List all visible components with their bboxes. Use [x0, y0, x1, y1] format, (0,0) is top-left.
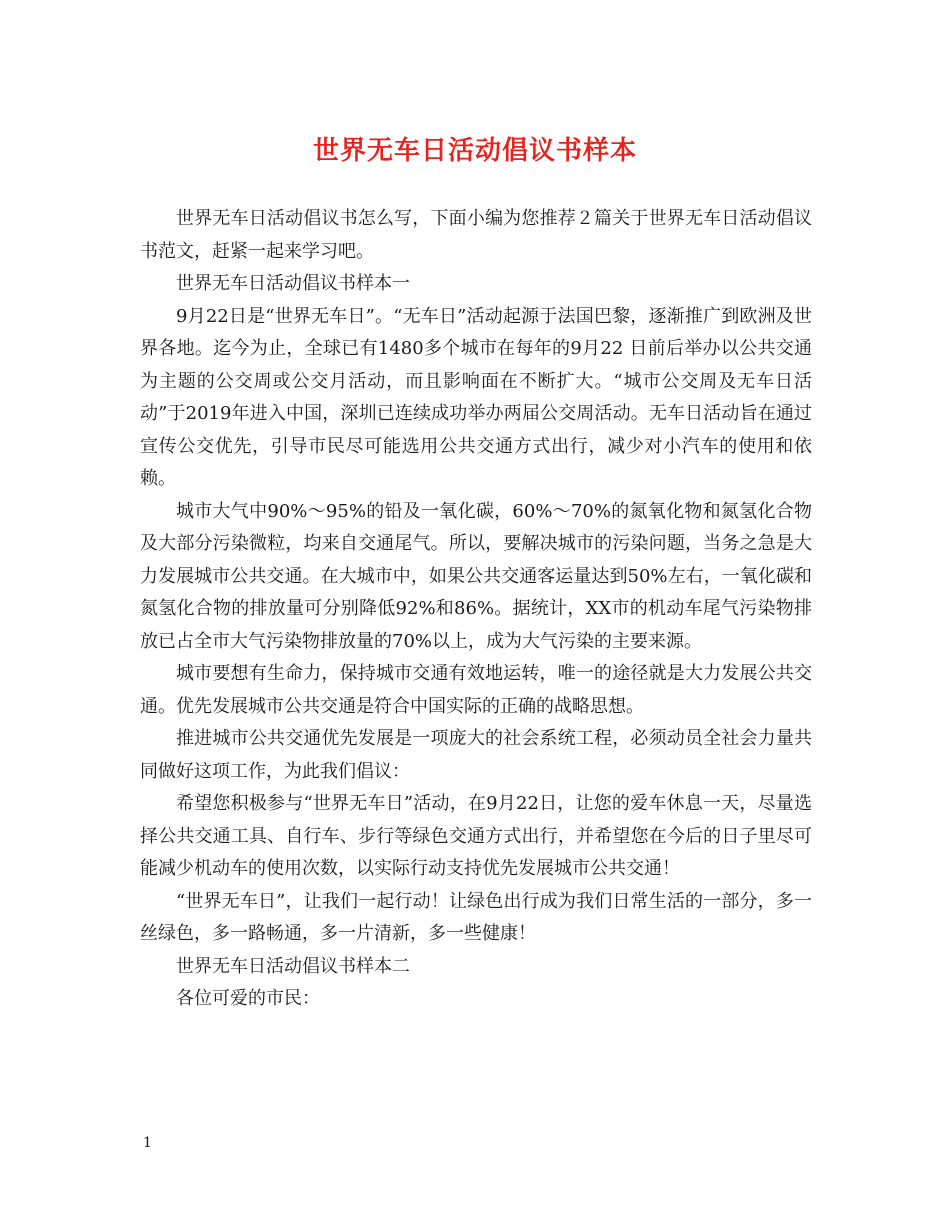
document-body: [140, 203, 812, 1016]
section-heading-sample-one: 世界无车日活动倡议书样本一: [176, 273, 410, 294]
paragraph-hope: 希望您积极参与“世界无车日”活动，在9月22日，让您的爱车休息一天，尽量选择公共交通工具、自行车、步行等绿色交通方式出行，并希望您在今后的日子里尽可能减少机动车的使用次数，以实际行动支持优先发展城市公共交通！: [140, 793, 812, 879]
document-title: 世界无车日活动倡议书样本: [312, 136, 637, 166]
paragraph-origin: 9月22日是“世界无车日”。“无车日”活动起源于法国巴黎，逐渐推广到欧洲及世界各地。迄今为止，全球已有1480多个城市在每年的9月22 日前后举办以公共交通为主题的公交周或公交月活动，而且影响面在不断扩大。“城市公交周及无车日活动”于2019年进入中国，深圳已连续成功举办两届公交周活动。无车日活动旨在通过宣传公交优先，引导市民尽可能选用公共交通方式出行，减少对小汽车的使用和依赖。: [140, 305, 812, 489]
paragraph-initiative: 推进城市公共交通优先发展是一项庞大的社会系统工程，必须动员全社会力量共同做好这项工作，为此我们倡议：: [140, 728, 812, 782]
paragraph-salutation: 各位可爱的市民：: [176, 988, 320, 1009]
page-number: 1: [143, 1135, 152, 1151]
paragraph-intro: 世界无车日活动倡议书怎么写，下面小编为您推荐２篇关于世界无车日活动倡议书范文，赶紧一起来学习吧。: [140, 208, 812, 262]
paragraph-action: “世界无车日”，让我们一起行动！让绿色出行成为我们日常生活的一部分，多一丝绿色，多一路畅通，多一片清新，多一些健康！: [140, 890, 812, 944]
paragraph-vitality: 城市要想有生命力，保持城市交通有效地运转，唯一的途径就是大力发展公共交通。优先发展城市公共交通是符合中国实际的正确的战略思想。: [140, 663, 812, 717]
section-heading-sample-two: 世界无车日活动倡议书样本二: [176, 955, 410, 977]
paragraph-pollution: 城市大气中90%～95%的铅及一氧化碳，60%～70%的氮氧化物和氮氢化合物及大部分污染微粒，均来自交通尾气。所以，要解决城市的污染问题，当务之急是大力发展城市公共交通。在大城市中，如果公共交通客运量达到50%左右，一氧化碳和氮氢化合物的排放量可分别降低92%和86%。据统计，XX市的机动车尾气污染物排放已占全市大气污染物排放量的70%以上，成为大气污染的主要来源。: [140, 500, 812, 652]
